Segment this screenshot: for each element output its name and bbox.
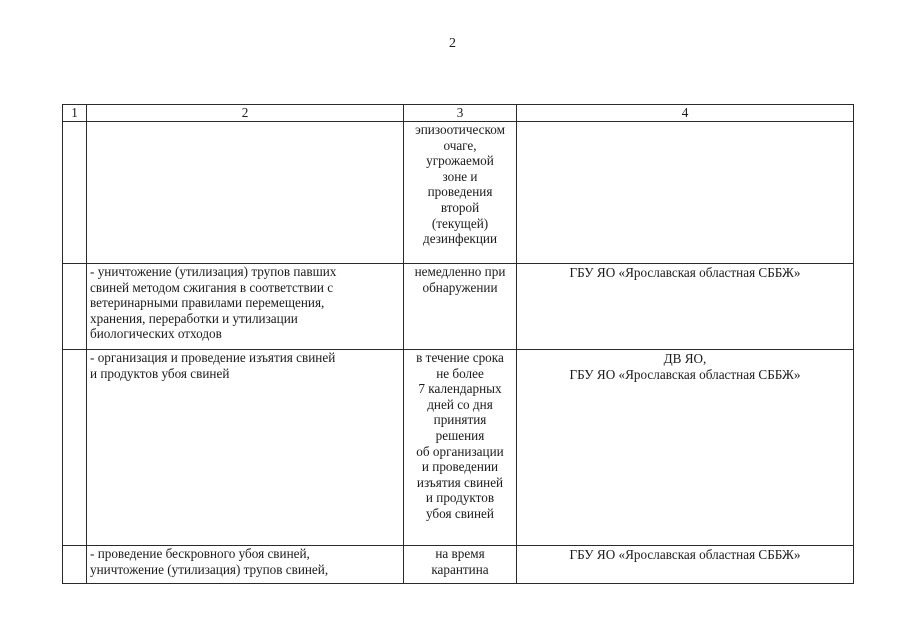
responsible-cell bbox=[517, 546, 854, 584]
responsible-cell bbox=[517, 122, 854, 264]
text-line: ГБУ ЯО «Ярославская областная СББЖ» bbox=[569, 265, 801, 280]
text-line: зоне и bbox=[442, 168, 478, 184]
text-line: свиней методом сжигания в соответствии с bbox=[90, 279, 334, 295]
header-col-4: 4 bbox=[517, 105, 854, 122]
text-line: ГБУ ЯО «Ярославская областная СББЖ» bbox=[569, 547, 801, 562]
text-line: проведения bbox=[427, 184, 493, 200]
text-line: дней со дня bbox=[427, 396, 493, 412]
text-line: в течение срока bbox=[416, 350, 504, 365]
text-line: убоя свиней bbox=[426, 505, 494, 521]
text-line: обнаружении bbox=[422, 279, 498, 295]
text-line: принятия bbox=[433, 412, 487, 428]
text-line: хранения, переработки и утилизации bbox=[90, 310, 298, 326]
header-col-3: 3 bbox=[404, 105, 517, 122]
row-number-cell bbox=[63, 264, 87, 350]
measure-cell bbox=[87, 122, 404, 264]
table-row bbox=[63, 350, 854, 546]
text-line: и продуктов bbox=[425, 490, 495, 506]
page-number: 2 bbox=[449, 36, 456, 51]
header-col-2: 2 bbox=[87, 105, 404, 122]
deadline-cell bbox=[404, 350, 517, 546]
text-line: и проведении bbox=[421, 459, 499, 475]
deadline-cell bbox=[404, 546, 517, 584]
text-line: очаге, bbox=[443, 137, 477, 153]
measure-cell bbox=[87, 350, 404, 546]
text-line: на время bbox=[435, 546, 485, 561]
deadline-cell bbox=[404, 122, 517, 264]
table-row bbox=[63, 264, 854, 350]
text-line: - проведение бескровного убоя свиней, bbox=[90, 546, 310, 561]
text-line: эпизоотическом bbox=[415, 122, 505, 137]
header-col-1: 1 bbox=[63, 105, 87, 122]
measure-cell bbox=[87, 546, 404, 584]
text-line: решения bbox=[435, 427, 485, 443]
text-line: карантина bbox=[431, 561, 489, 577]
table-row bbox=[63, 546, 854, 584]
text-line: второй bbox=[440, 199, 480, 215]
text-line: об организации bbox=[416, 443, 504, 459]
deadline-cell bbox=[404, 264, 517, 350]
text-line: (текущей) bbox=[431, 215, 489, 231]
row-number-cell bbox=[63, 350, 87, 546]
text-line: дезинфекции bbox=[422, 231, 498, 247]
header-row bbox=[63, 105, 854, 122]
text-line: биологических отходов bbox=[90, 326, 222, 342]
text-line: угрожаемой bbox=[426, 153, 494, 169]
text-line: ветеринарными правилами перемещения, bbox=[90, 295, 325, 311]
row-number-cell bbox=[63, 122, 87, 264]
responsible-cell bbox=[517, 264, 854, 350]
table-row bbox=[63, 122, 854, 264]
measures-table bbox=[62, 104, 854, 584]
text-line: ГБУ ЯО «Ярославская областная СББЖ» bbox=[569, 366, 801, 382]
text-line: ДВ ЯО, bbox=[663, 351, 707, 366]
text-line: 7 календарных bbox=[418, 381, 502, 397]
text-line: - организация и проведение изъятия свиней bbox=[90, 350, 336, 365]
text-line: - уничтожение (утилизация) трупов павших bbox=[90, 264, 337, 279]
measure-cell bbox=[87, 264, 404, 350]
text-line: изъятия свиней bbox=[416, 474, 504, 490]
text-line: уничтожение (утилизация) трупов свиней, bbox=[90, 561, 329, 577]
row-number-cell bbox=[63, 546, 87, 584]
text-line: и продуктов убоя свиней bbox=[90, 365, 230, 381]
text-line: не более bbox=[436, 365, 484, 381]
responsible-cell bbox=[517, 350, 854, 546]
text-line: немедленно при bbox=[414, 264, 506, 279]
